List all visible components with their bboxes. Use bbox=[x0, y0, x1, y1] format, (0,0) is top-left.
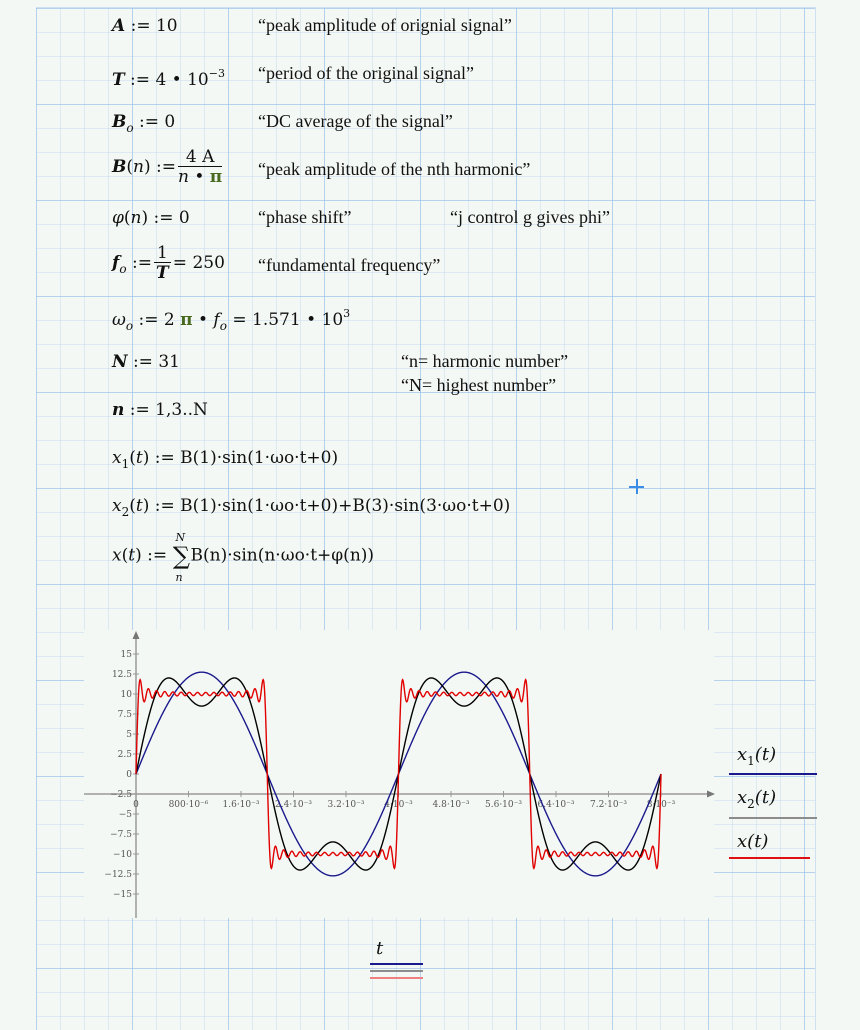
comment-fo[interactable]: “fundamental frequency” bbox=[258, 255, 441, 275]
comment-n[interactable]: “n= harmonic number” bbox=[401, 351, 569, 371]
x-trace-line-1 bbox=[370, 963, 423, 965]
y-tick-label: 7.5 bbox=[117, 710, 132, 720]
comment-Bn[interactable]: “peak amplitude of the nth harmonic” bbox=[258, 159, 531, 179]
range-n: 1,3..N bbox=[155, 400, 208, 420]
paren: ) bbox=[143, 157, 151, 177]
func-B: B bbox=[112, 157, 127, 177]
y-tick-label: −7.5 bbox=[110, 830, 132, 840]
sub-o: o bbox=[126, 121, 134, 135]
sum-upper: N bbox=[175, 531, 186, 544]
rhs-x: B(n)·sin(n·ωo·t+φ(n)) bbox=[190, 545, 375, 566]
y-tick-label: 2.5 bbox=[117, 750, 132, 760]
x-tick-label: 2.4·10⁻³ bbox=[275, 800, 312, 810]
sub-o: o bbox=[119, 262, 127, 276]
value-Bo: 0 bbox=[164, 112, 176, 132]
rhs-x1: B(1)·sin(1·ωo·t+0) bbox=[180, 448, 339, 468]
x-trace-line-2 bbox=[370, 970, 423, 972]
var-f: f bbox=[112, 253, 120, 273]
arg-n: n bbox=[133, 157, 144, 177]
assign-op: := bbox=[148, 208, 179, 228]
sub-o: o bbox=[125, 319, 134, 333]
arg-n: n bbox=[130, 208, 142, 228]
func-x: x bbox=[112, 545, 122, 566]
result-exp: 3 bbox=[343, 307, 351, 320]
y-tick-label: 5 bbox=[126, 730, 132, 740]
assign-op: := bbox=[125, 16, 156, 36]
equals-op: = bbox=[172, 253, 193, 273]
sub-1: 1 bbox=[121, 457, 130, 471]
comment-N[interactable]: “N= highest number” bbox=[401, 375, 557, 395]
x-tick-label: 8·10⁻³ bbox=[646, 800, 676, 810]
assign-op: := bbox=[149, 448, 181, 468]
dot-op: • bbox=[166, 70, 188, 90]
func-phi: φ bbox=[112, 208, 124, 228]
y-tick-label: −15 bbox=[113, 890, 132, 900]
plot-axes bbox=[84, 631, 715, 918]
assign-op: := bbox=[127, 352, 159, 372]
assign-op: := bbox=[124, 400, 156, 420]
denominator: n • π bbox=[178, 167, 223, 187]
legend-arg: t bbox=[761, 744, 770, 765]
value-phi: 0 bbox=[178, 208, 190, 228]
var-omega: ω bbox=[112, 310, 126, 330]
def-x2[interactable]: $x_2(t)$ := B(1)·sin(1·ωo·t+0)+B(3)·sin(3·ωo·t+0) bbox=[112, 496, 511, 519]
plot-traces bbox=[136, 672, 661, 876]
sub-2: 2 bbox=[121, 505, 130, 519]
x-tick-label: 5.6·10⁻³ bbox=[485, 800, 522, 810]
x-axis-variable[interactable]: t bbox=[376, 938, 384, 959]
result-fo: 250 bbox=[192, 253, 225, 273]
legend-x1[interactable]: $x_1(t)$ bbox=[737, 744, 777, 768]
legend-sub: 2 bbox=[747, 797, 755, 811]
den-n: n bbox=[178, 167, 189, 187]
arg-t: t bbox=[128, 545, 136, 566]
assign-op: := bbox=[141, 545, 173, 566]
result-base: 10 bbox=[321, 310, 344, 330]
def-x[interactable]: x(t) := N ∑ n B(n)·sin(n·ωo·t+φ(n)) bbox=[112, 544, 374, 568]
exp-base: 10 bbox=[187, 70, 209, 90]
value-N: 31 bbox=[158, 352, 180, 372]
numerator: 1 bbox=[154, 244, 171, 263]
legend-x[interactable]: x(t) bbox=[737, 831, 769, 852]
legend-line-x bbox=[729, 857, 810, 859]
y-tick-label: 10 bbox=[120, 690, 132, 700]
var-T: T bbox=[112, 70, 125, 90]
y-tick-label: 0 bbox=[126, 770, 132, 780]
def-x1[interactable]: $x_1(t)$ := B(1)·sin(1·ωo·t+0) bbox=[112, 448, 339, 471]
assign-op: := bbox=[133, 310, 164, 330]
assign-op: := bbox=[149, 496, 181, 516]
var-n: n bbox=[112, 400, 125, 420]
y-tick-label: 12.5 bbox=[111, 670, 132, 680]
value-T: 4 bbox=[155, 70, 167, 90]
y-axis-arrow-icon bbox=[133, 631, 140, 639]
x-trace-line-3 bbox=[370, 977, 423, 979]
legend-line-x1 bbox=[729, 773, 817, 775]
numerator: 4 A bbox=[178, 148, 222, 167]
legend-arg: t bbox=[761, 787, 770, 808]
x-tick-label: 800·10⁻⁶ bbox=[168, 800, 209, 810]
legend-arg: t bbox=[754, 831, 762, 852]
legend-x2[interactable]: $x_2(t)$ bbox=[737, 787, 777, 811]
comment-T[interactable]: “period of the original signal” bbox=[258, 63, 474, 83]
y-tick-label: −2.5 bbox=[110, 790, 132, 800]
equals-op: = bbox=[226, 310, 253, 330]
trace-xt bbox=[136, 680, 661, 869]
y-tick-label: −12.5 bbox=[104, 870, 132, 880]
assign-op: := bbox=[124, 70, 156, 90]
comment-phi-hint[interactable]: “j control g gives phi” bbox=[450, 207, 610, 227]
assign-op: := bbox=[126, 253, 152, 273]
x-tick-label: 6.4·10⁻³ bbox=[537, 800, 575, 810]
rhs-x2: B(1)·sin(1·ωo·t+0)+B(3)·sin(3·ωo·t+0) bbox=[180, 496, 511, 516]
paren: ( bbox=[123, 208, 131, 228]
x-tick-label: 0 bbox=[133, 800, 139, 810]
den-T: T bbox=[156, 263, 169, 283]
sigma: ∑ bbox=[172, 542, 191, 570]
sub-o: o bbox=[219, 319, 227, 333]
legend-label: x bbox=[737, 787, 748, 808]
pi-constant: π bbox=[209, 167, 223, 187]
dot-op: • bbox=[192, 310, 214, 330]
legend-label: x bbox=[737, 744, 748, 765]
paren: ) bbox=[141, 208, 149, 228]
x-tick-label: 1.6·10⁻³ bbox=[222, 800, 260, 810]
comment-A[interactable]: “peak amplitude of orignial signal” bbox=[258, 15, 512, 35]
legend-label: x bbox=[737, 831, 748, 852]
x-tick-label: 7.2·10⁻³ bbox=[590, 800, 627, 810]
exp: −3 bbox=[208, 67, 225, 80]
comment-phi[interactable]: “phase shift” bbox=[258, 207, 352, 227]
result-mantissa: 1.571 bbox=[252, 310, 301, 330]
var-N: N bbox=[112, 352, 128, 372]
func-x: x bbox=[112, 496, 122, 516]
arg-t: t bbox=[135, 448, 143, 468]
value-A: 10 bbox=[155, 16, 178, 36]
legend-sub: 1 bbox=[747, 754, 755, 768]
coef: 2 bbox=[163, 310, 175, 330]
assign-op: := bbox=[133, 112, 165, 132]
paren: ( bbox=[126, 157, 134, 177]
y-tick-label: 15 bbox=[120, 650, 132, 660]
x-axis-arrow-icon bbox=[707, 791, 715, 798]
x-tick-label: 4.8·10⁻³ bbox=[432, 800, 470, 810]
pi-constant: π bbox=[180, 310, 193, 330]
var-B: B bbox=[112, 112, 127, 132]
var-A: A bbox=[112, 16, 126, 36]
legend-line-x2 bbox=[729, 817, 817, 819]
var-f: f bbox=[213, 310, 220, 330]
comment-Bo[interactable]: “DC average of the signal” bbox=[258, 111, 453, 131]
y-tick-label: −5 bbox=[118, 810, 132, 820]
func-x: x bbox=[112, 448, 122, 468]
assign-op: := bbox=[150, 157, 176, 177]
sum-lower: n bbox=[175, 571, 183, 584]
dot-op: • bbox=[300, 310, 322, 330]
x-tick-label: 3.2·10⁻³ bbox=[327, 800, 365, 810]
y-tick-label: −10 bbox=[113, 850, 132, 860]
arg-t: t bbox=[135, 496, 143, 516]
x-tick-label: 4·10⁻³ bbox=[384, 800, 413, 810]
